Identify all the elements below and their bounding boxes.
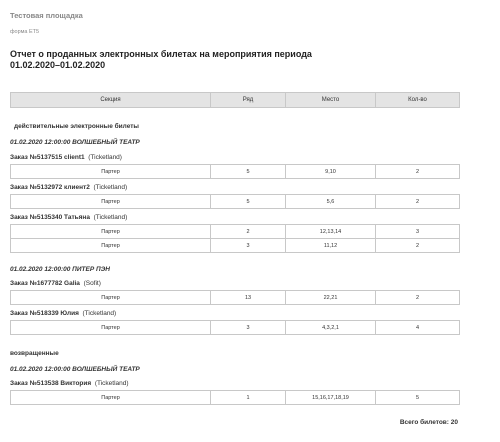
cell-qty: 3 bbox=[376, 225, 460, 239]
order-agent: (Ticketland) bbox=[93, 184, 128, 191]
cell-row: 2 bbox=[211, 225, 286, 239]
cell-section: Партер bbox=[11, 165, 211, 179]
order-table bbox=[10, 224, 460, 253]
table-row bbox=[11, 225, 460, 239]
table-row bbox=[11, 291, 460, 305]
cell-qty: 4 bbox=[376, 321, 460, 335]
site-name: Тестовая площадка bbox=[10, 11, 83, 20]
cell-section: Партер bbox=[11, 321, 211, 335]
order-label bbox=[10, 380, 129, 387]
column-header-seat: Место bbox=[286, 93, 376, 108]
cell-section: Партер bbox=[11, 291, 211, 305]
cell-section: Партер bbox=[11, 239, 211, 253]
cell-section: Партер bbox=[11, 195, 211, 209]
group-label-active: действительные электронные билеты bbox=[14, 123, 139, 130]
order-agent: (Ticketland) bbox=[88, 154, 122, 161]
cell-seat: 22,21 bbox=[286, 291, 376, 305]
cell-row: 1 bbox=[211, 391, 286, 405]
order-number: Заказ №5132972 клиент2 bbox=[10, 184, 90, 191]
cell-row: 5 bbox=[211, 165, 286, 179]
cell-row: 13 bbox=[211, 291, 286, 305]
report-title-period: 01.02.2020–01.02.2020 bbox=[10, 60, 106, 70]
cell-qty: 2 bbox=[376, 165, 460, 179]
group-label-returned: возвращенные bbox=[10, 350, 59, 357]
order-number: Заказ №5137515 client1 bbox=[10, 154, 85, 161]
order-label bbox=[10, 280, 101, 287]
cell-section: Партер bbox=[11, 391, 211, 405]
order-label bbox=[10, 184, 127, 191]
table-row bbox=[11, 391, 460, 405]
cell-row: 5 bbox=[211, 195, 286, 209]
cell-seat: 15,16,17,18,19 bbox=[286, 391, 376, 405]
table-row bbox=[11, 165, 460, 179]
cell-qty: 2 bbox=[376, 291, 460, 305]
total-tickets: Всего билетов: 20 bbox=[399, 419, 458, 426]
table-header bbox=[10, 92, 460, 108]
table-row bbox=[11, 195, 460, 209]
cell-row: 3 bbox=[211, 321, 286, 335]
order-table bbox=[10, 320, 460, 335]
order-label bbox=[10, 154, 122, 161]
event-label: 01.02.2020 12:00:00 ВОЛШЕБНЫЙ ТЕАТР bbox=[10, 139, 140, 146]
cell-section: Партер bbox=[11, 225, 211, 239]
order-agent: (Ticketland) bbox=[93, 214, 128, 221]
cell-row: 3 bbox=[211, 239, 286, 253]
order-number: Заказ №518339 Юлия bbox=[10, 310, 79, 317]
event-label: 01.02.2020 12:00:00 ПИТЕР ПЭН bbox=[10, 266, 111, 273]
event-label: 01.02.2020 12:00:00 ВОЛШЕБНЫЙ ТЕАТР bbox=[10, 366, 140, 373]
cell-seat: 12,13,14 bbox=[286, 225, 376, 239]
order-table bbox=[10, 390, 460, 405]
order-label bbox=[10, 310, 116, 317]
form-code: форма ЕТ5 bbox=[10, 29, 40, 35]
order-agent: (Sofit) bbox=[83, 280, 101, 287]
cell-seat: 11,12 bbox=[286, 239, 376, 253]
order-number: Заказ №1677782 Galia bbox=[10, 280, 80, 287]
cell-qty: 2 bbox=[376, 239, 460, 253]
cell-qty: 5 bbox=[376, 391, 460, 405]
order-number: Заказ №5135340 Татьяна bbox=[10, 214, 90, 221]
column-header-section: Секция bbox=[11, 93, 211, 108]
order-number: Заказ №513538 Виктория bbox=[10, 380, 92, 387]
cell-seat: 9,10 bbox=[286, 165, 376, 179]
column-header-qty: Кол-во bbox=[376, 93, 460, 108]
order-table bbox=[10, 194, 460, 209]
column-header-row: Ряд bbox=[211, 93, 286, 108]
order-table bbox=[10, 290, 460, 305]
report-title-line1: Отчет о проданных электронных билетах на мероприятия периода bbox=[10, 49, 312, 59]
order-agent: (Ticketland) bbox=[82, 310, 117, 317]
cell-qty: 2 bbox=[376, 195, 460, 209]
table-row bbox=[11, 239, 460, 253]
order-table bbox=[10, 164, 460, 179]
report-title bbox=[10, 49, 350, 71]
table-row bbox=[11, 321, 460, 335]
order-agent: (Ticketland) bbox=[94, 380, 129, 387]
cell-seat: 4,3,2,1 bbox=[286, 321, 376, 335]
cell-seat: 5,6 bbox=[286, 195, 376, 209]
order-label bbox=[10, 214, 127, 221]
